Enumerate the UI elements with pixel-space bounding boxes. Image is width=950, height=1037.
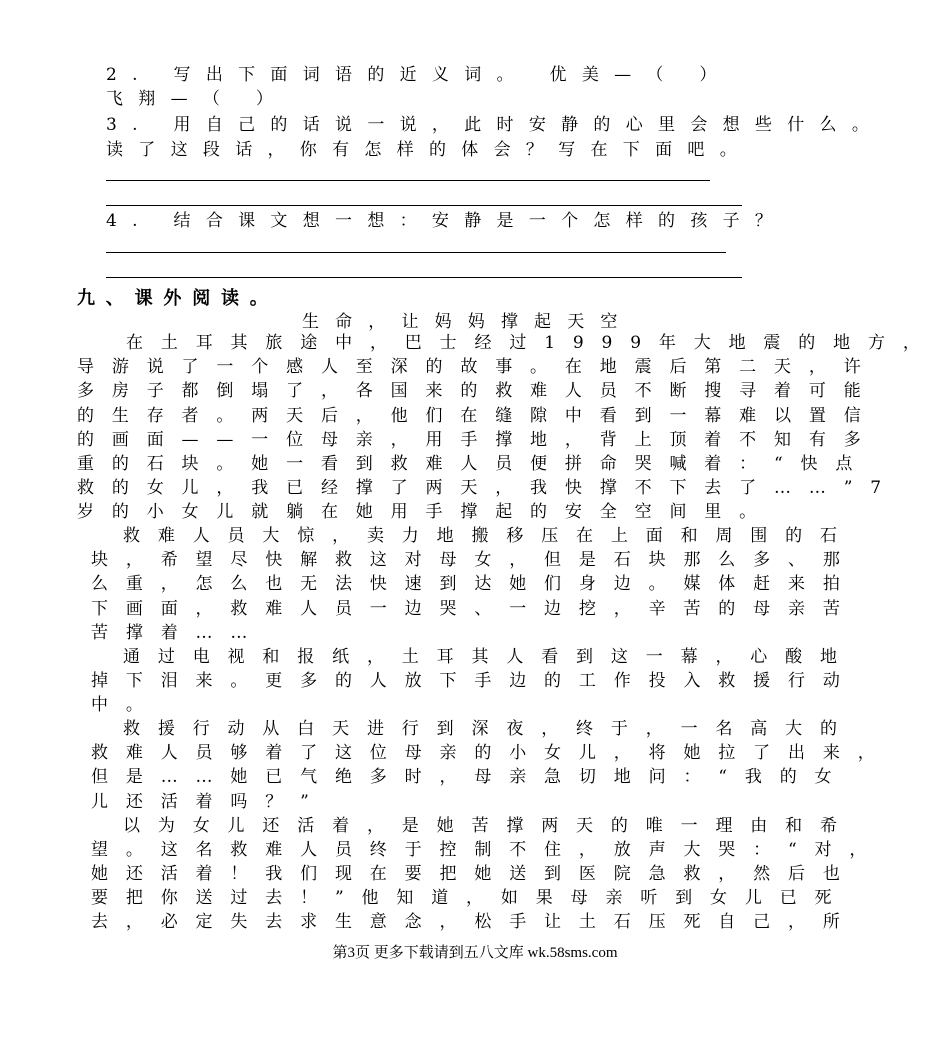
section-heading: 九、课外阅读。 (77, 288, 279, 309)
answer-line (106, 205, 742, 206)
passage-line: 么重，怎么也无法快速到达她们身边。媒体赶来拍 (91, 574, 858, 594)
passage-line: 岁的小女儿就躺在她用手撑起的安全空间里。 (77, 502, 774, 522)
passage-line: 去，必定失去求生意念，松手让土石压死自己，所 (91, 912, 858, 932)
passage-line: 但是……她已气绝多时，母亲急切地问：“我的女 (91, 767, 850, 787)
passage-line: 多房子都倒塌了，各国来的救难人员不断搜寻着可能 (77, 381, 879, 401)
passage-line: 儿还活着吗？” (91, 792, 327, 812)
passage-line: 救难人员够着了这位母亲的小女儿，将她拉了出来， (91, 743, 893, 763)
passage-title: 生命，让妈妈撑起天空 (302, 312, 634, 332)
passage-line: 的画面——一位母亲，用手撑地，背上顶着不知有多 (77, 430, 879, 450)
passage-line: 中。 (91, 695, 161, 715)
passage-line: 重的石块。她一看到救难人员便拼命哭喊着：“快点 (77, 454, 871, 474)
passage-line: 救的女儿，我已经撑了两天，我快撑不下去了……”7 (77, 478, 899, 498)
q2-line-2: 飞翔—（ ） (106, 89, 289, 109)
passage-line: 苦撑着…… (91, 623, 266, 643)
page-footer: 第3页 更多下载请到五八文库 wk.58sms.com (332, 945, 618, 961)
passage-line: 望。这名救难人员终于控制不住，放声大哭：“对， (91, 840, 885, 860)
passage-line: 救援行动从白天进行到深夜，终于，一名高大的 (123, 719, 855, 739)
q4-line-1: 4. 结合课文想一想：安静是一个怎样的孩子？ (106, 211, 788, 231)
q3-line-2: 读了这段话，你有怎样的体会？写在下面吧。 (106, 140, 752, 160)
passage-line: 的生存者。两天后，他们在缝隙中看到一幕难以置信 (77, 406, 879, 426)
passage-line: 下画面，救难人员一边哭、一边挖，辛苦的母亲苦 (91, 599, 858, 619)
passage-line: 导游说了一个感人至深的故事。在地震后第二天，许 (77, 357, 879, 377)
passage-line: 块，希望尽快解救这对母女，但是石块那么多、那 (91, 550, 858, 570)
passage-line: 以为女儿还活着，是她苦撑两天的唯一理由和希 (123, 816, 855, 836)
passage-line: 掉下泪来。更多的人放下手边的工作投入救援行动 (91, 671, 858, 691)
passage-line: 通过电视和报纸，土耳其人看到这一幕，心酸地 (123, 647, 855, 667)
q2-line-1: 2. 写出下面词语的近义词。 优美—（ ） (106, 65, 732, 85)
passage-line: 要把你送过去！”他知道，如果母亲听到女儿已死 (91, 888, 850, 908)
passage-line: 救难人员大惊，卖力地搬移压在上面和周围的石 (123, 526, 855, 546)
answer-line (106, 277, 742, 278)
passage-line: 她还活着！我们现在要把她送到医院急救，然后也 (91, 864, 858, 884)
passage-line: 在土耳其旅途中，巴士经过1999年大地震的地方， (126, 333, 938, 353)
answer-line (106, 252, 726, 253)
answer-line (106, 180, 710, 181)
q3-line-1: 3. 用自己的话说一说，此时安静的心里会想些什么。 (106, 115, 885, 135)
